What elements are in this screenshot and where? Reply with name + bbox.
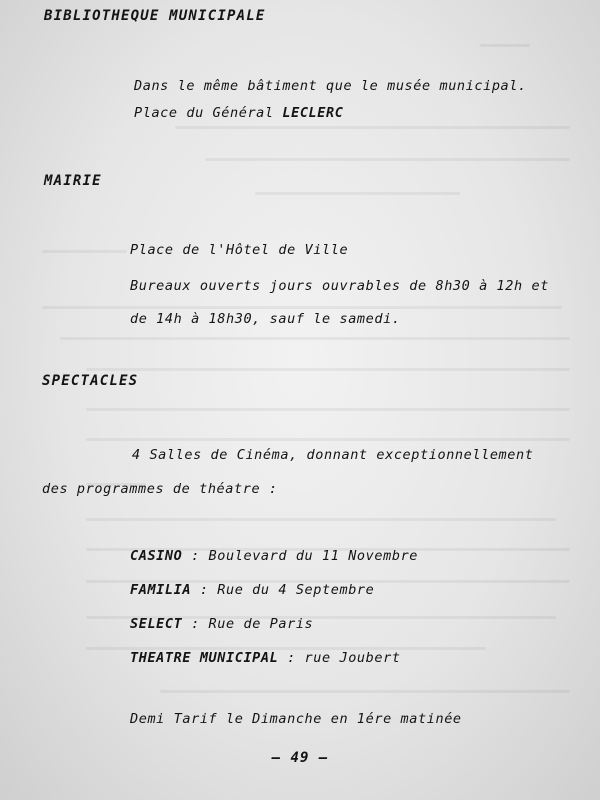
mairie-address-text: Place de l'Hôtel de Ville [130, 242, 349, 258]
section-heading-bibliotheque: BIBLIOTHEQUE MUNICIPALE [44, 8, 266, 24]
venue-name: SELECT [130, 616, 183, 632]
venue-item [130, 650, 401, 666]
spectacles-intro-text-2: des programmes de théatre : [42, 481, 278, 497]
mairie-hours-text-2: de 14h à 18h30, sauf le samedi. [130, 311, 401, 327]
venue-item [130, 548, 418, 564]
venue-address: : Rue de Paris [182, 616, 314, 632]
venue-address: : Rue du 4 Septembre [191, 582, 375, 598]
bibliotheque-location-text: Dans le même bâtiment que le musée municipal. [134, 78, 527, 94]
venue-address: : rue Joubert [278, 650, 401, 666]
spectacles-intro-text-1: 4 Salles de Cinéma, donnant exceptionnellement [132, 447, 534, 463]
venue-address: : Boulevard du 11 Novembre [182, 548, 419, 564]
venue-item [130, 616, 313, 632]
address-street-name: LECLERC [282, 105, 344, 121]
mairie-hours-text-1: Bureaux ouverts jours ouvrables de 8h30 à 12h et [130, 278, 549, 294]
section-heading-spectacles: SPECTACLES [42, 373, 139, 389]
section-heading-mairie: MAIRIE [44, 173, 102, 189]
page-number: – 49 – [271, 750, 329, 766]
address-prefix: Place du Général [134, 105, 283, 121]
venue-name: THEATRE MUNICIPAL [130, 650, 279, 666]
venue-name: FAMILIA [130, 582, 192, 598]
venue-name: CASINO [130, 548, 183, 564]
spectacles-tariff-note: Demi Tarif le Dimanche en 1ére matinée [130, 711, 462, 727]
venue-item [130, 582, 374, 598]
bibliotheque-address-text [134, 105, 343, 121]
